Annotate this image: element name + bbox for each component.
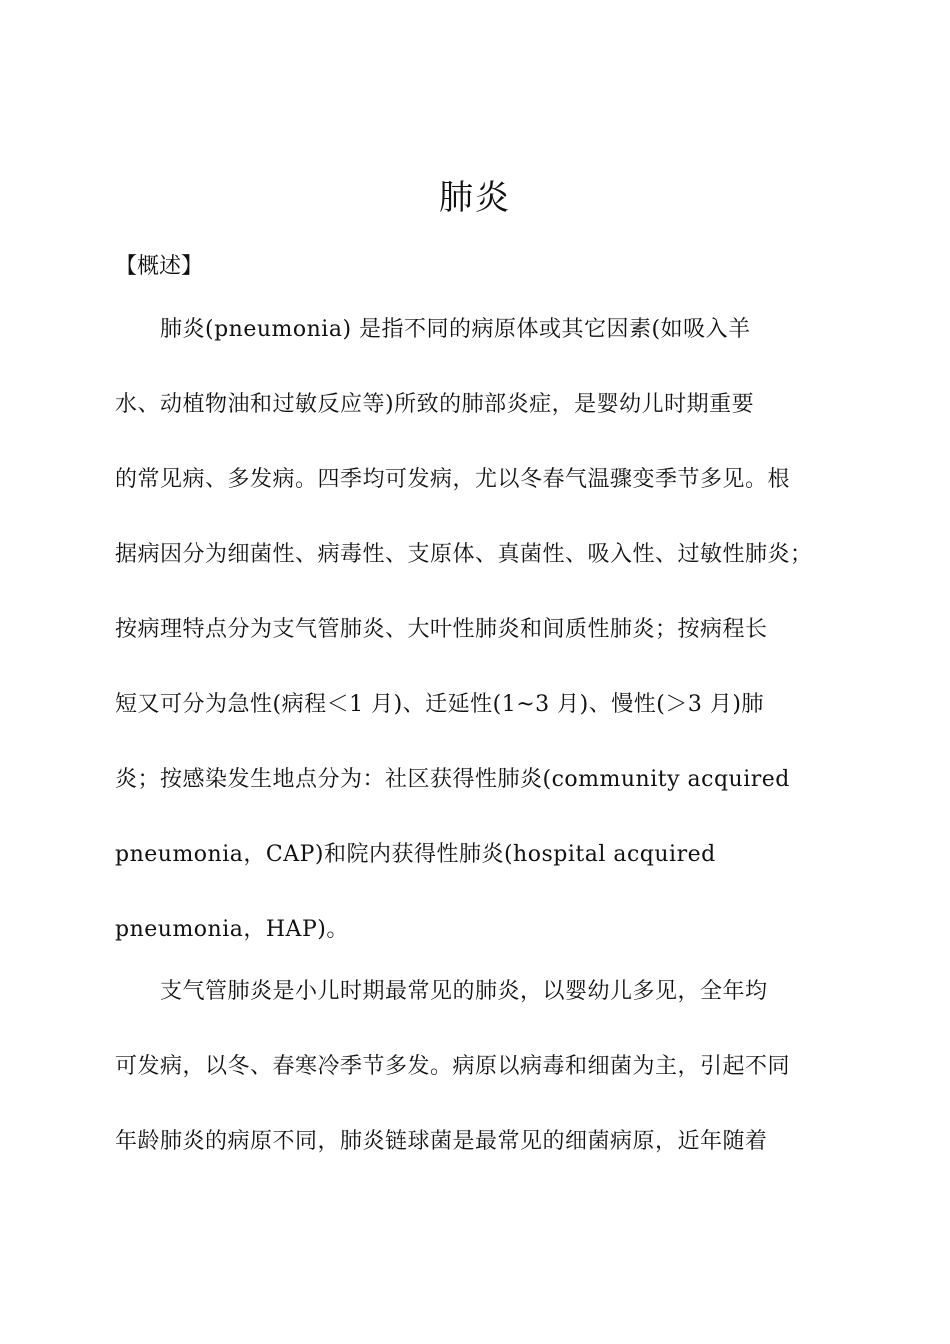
page-title: 肺炎 (439, 178, 511, 218)
paragraph-line: 肺炎(pneumonia) 是指不同的病原体或其它因素(如吸入羊 (160, 317, 751, 342)
paragraph-line: 按病理特点分为支气管肺炎、大叶性肺炎和间质性肺炎；按病程长 (115, 617, 768, 642)
paragraph-line: 支气管肺炎是小儿时期最常见的肺炎，以婴幼儿多见，全年均 (160, 979, 768, 1004)
paragraph-line: 短又可分为急性(病程＜1 月)、迁延性(1~3 月)、慢性(＞3 月)肺 (115, 692, 764, 717)
section-heading-overview: 【概述】 (115, 254, 204, 279)
paragraph-line: 炎；按感染发生地点分为：社区获得性肺炎(community acquired (115, 767, 790, 792)
paragraph-line: pneumonia，CAP)和院内获得性肺炎(hospital acquired (115, 842, 716, 867)
paragraph-line: 水、动植物油和过敏反应等)所致的肺部炎症，是婴幼儿时期重要 (115, 392, 755, 417)
paragraph-line: pneumonia，HAP)。 (115, 917, 349, 942)
paragraph-line: 年龄肺炎的病原不同，肺炎链球菌是最常见的细菌病原，近年随着 (115, 1129, 768, 1154)
paragraph-line: 据病因分为细菌性、病毒性、支原体、真菌性、吸入性、过敏性肺炎； (115, 542, 813, 567)
paragraph-line: 的常见病、多发病。四季均可发病，尤以冬春气温骤变季节多见。根 (115, 467, 791, 492)
paragraph-line: 可发病，以冬、春寒冷季节多发。病原以病毒和细菌为主，引起不同 (115, 1054, 791, 1079)
